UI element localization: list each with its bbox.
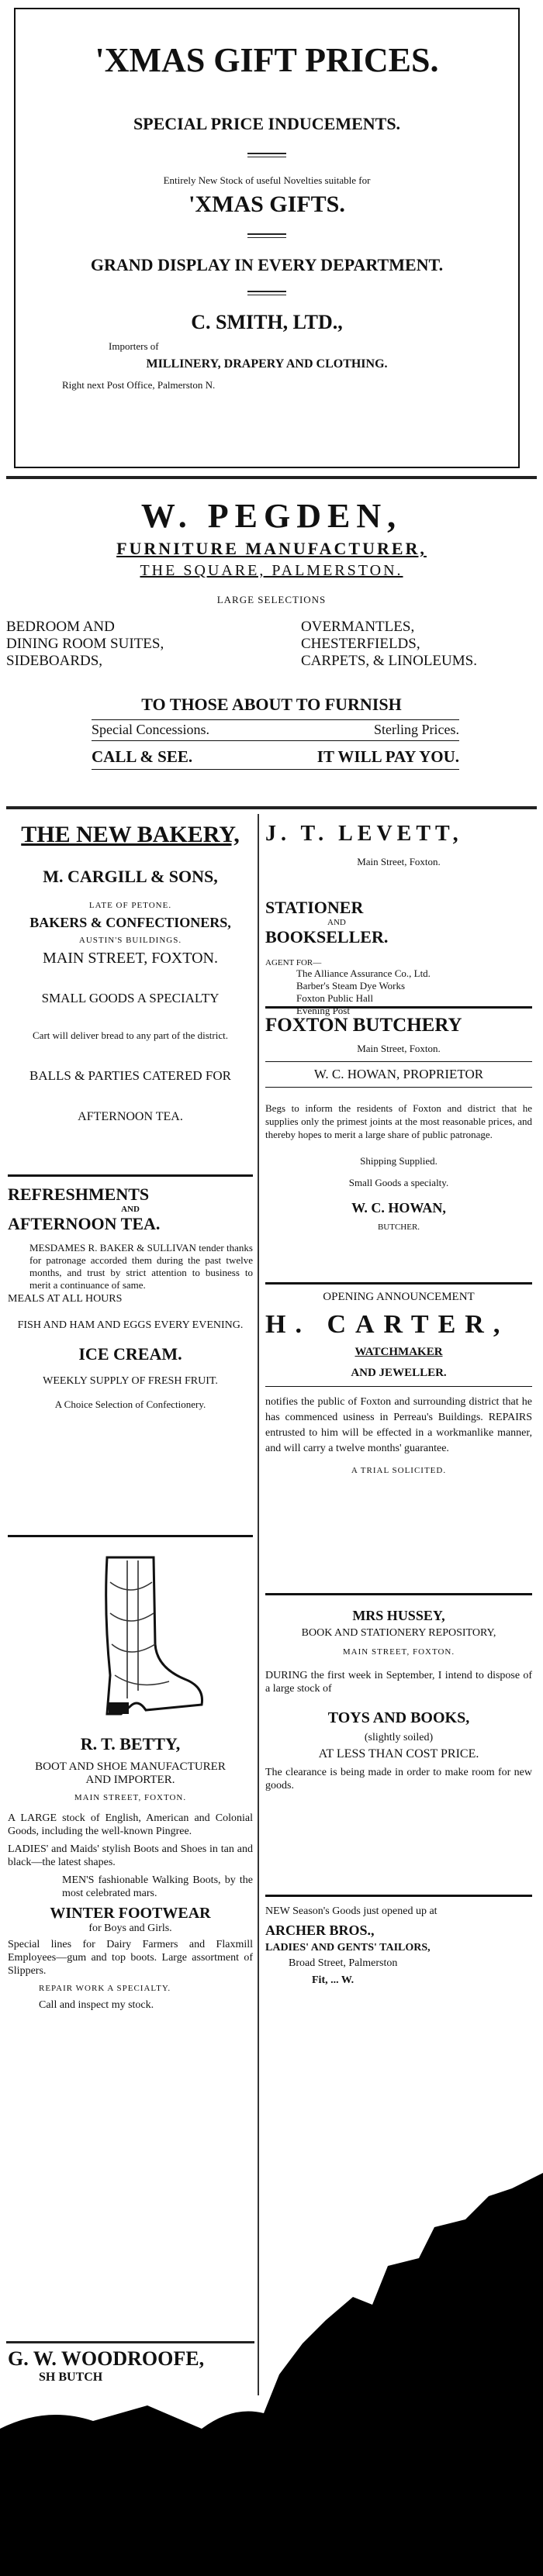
pegden-call: CALL & SEE. xyxy=(92,747,193,766)
refresh-weekly: WEEKLY SUPPLY OF FRESH FRUIT. xyxy=(43,1375,218,1387)
pegden-prices: Sterling Prices. xyxy=(374,722,459,737)
betty-ladies: LADIES' and Maids' stylish Boots and Shoes in tan and black—the latest shapes. xyxy=(8,1843,253,1868)
levett-street: Main Street, Foxton. xyxy=(357,856,441,867)
pegden-item: SIDEBOARDS, xyxy=(6,653,103,669)
betty-ad xyxy=(8,1537,253,2188)
xmas-gifts: 'XMAS GIFTS. xyxy=(188,191,345,217)
carter-body: notifies the public of Foxton and surrounding district that he has commenced usiness in Perreau's Buildings. REPAIRS entrusted to him will be effected in a workmanlike manner, and will carry a twelve months' guarantee. xyxy=(265,1396,532,1454)
pegden-item: BEDROOM AND xyxy=(6,619,115,635)
butchery-title: FOXTON BUTCHERY xyxy=(265,1015,462,1036)
divider xyxy=(247,291,286,295)
pegden-items xyxy=(6,619,537,688)
torn-shape xyxy=(0,2173,543,2576)
carter-trial: A TRIAL SOLICITED. xyxy=(351,1466,447,1475)
woodroofe-trade: SH BUTCH xyxy=(39,2371,103,2384)
boot-heel xyxy=(109,1702,129,1714)
betty-winter-sub: for Boys and Girls. xyxy=(88,1923,172,1934)
refresh-title3: AFTERNOON TEA. xyxy=(8,1214,161,1233)
hussey-ad xyxy=(265,1595,532,1895)
divider xyxy=(265,1386,532,1387)
refresh-title1: REFRESHMENTS xyxy=(8,1185,150,1204)
butchery-ad xyxy=(265,1009,532,1282)
betty-call: Call and inspect my stock. xyxy=(39,1999,154,2011)
bakery-trade: BAKERS & CONFECTIONERS, xyxy=(29,915,231,930)
butchery-proprietor: W. C. HOWAN, PROPRIETOR xyxy=(313,1067,484,1081)
bakery-cart: Cart will deliver bread to any part of the district. xyxy=(33,1029,228,1041)
xmas-goods: MILLINERY, DRAPERY AND CLOTHING. xyxy=(146,357,388,371)
section-rule xyxy=(6,806,537,809)
butchery-shipping: Shipping Supplied. xyxy=(360,1155,438,1167)
levett-agency: Evening Post xyxy=(296,1005,350,1016)
archer-name: ARCHER BROS., xyxy=(265,1923,375,1938)
betty-street: MAIN STREET, FOXTON. xyxy=(74,1793,187,1802)
archer-intro: NEW Season's Goods just opened up at xyxy=(265,1905,438,1917)
carter-name: H. CARTER, xyxy=(265,1310,510,1339)
betty-special: Special lines for Dairy Farmers and Flaxmill Employees—gum and top boots. Large assortment of Slippers. xyxy=(8,1939,253,1977)
pegden-name: W. PEGDEN, xyxy=(140,497,403,535)
xmas-company: C. SMITH, LTD., xyxy=(191,311,343,333)
pegden-item: CARPETS, & LINOLEUMS. xyxy=(301,653,477,669)
pegden-item: CHESTERFIELDS, xyxy=(301,636,420,652)
xmas-ad xyxy=(14,8,520,468)
pegden-concessions: Special Concessions. xyxy=(92,722,209,737)
pegden-furnish: TO THOSE ABOUT TO FURNISH xyxy=(141,695,402,714)
refresh-ad xyxy=(8,1177,253,1535)
refresh-meals: MEALS AT ALL HOURS xyxy=(8,1293,123,1305)
pegden-pay: IT WILL PAY YOU. xyxy=(316,747,459,766)
betty-winter: WINTER FOOTWEAR xyxy=(50,1905,211,1922)
xmas-intro: Entirely New Stock of useful Novelties suitable for xyxy=(163,174,371,186)
pegden-address: THE SQUARE, PALMERSTON. xyxy=(140,562,403,579)
right-column xyxy=(265,822,532,2060)
levett-ad xyxy=(265,822,532,1016)
betty-repair: REPAIR WORK A SPECIALTY. xyxy=(39,1984,171,1993)
xmas-subtitle: SPECIAL PRICE INDUCEMENTS. xyxy=(133,114,401,133)
butchery-street: Main Street, Foxton. xyxy=(357,1043,441,1054)
xmas-title: 'XMAS GIFT PRICES. xyxy=(95,41,439,79)
xmas-display: GRAND DISPLAY IN EVERY DEPARTMENT. xyxy=(90,255,444,274)
torn-edge xyxy=(0,2173,543,2576)
refresh-fish: FISH AND HAM AND EGGS EVERY EVENING. xyxy=(17,1319,244,1331)
pegden-call-row xyxy=(92,746,459,770)
hussey-cost: AT LESS THAN COST PRICE. xyxy=(318,1747,479,1760)
carter-opening: OPENING ANNOUNCEMENT xyxy=(323,1291,475,1303)
hussey-trade: BOOK AND STATIONERY REPOSITORY, xyxy=(301,1627,496,1639)
betty-trade: BOOT AND SHOE MANUFACTURER AND IMPORTER. xyxy=(35,1760,226,1786)
refresh-ice: ICE CREAM. xyxy=(78,1344,182,1364)
hussey-street: MAIN STREET, FOXTON. xyxy=(342,1647,455,1657)
pegden-selections: LARGE SELECTIONS xyxy=(216,594,327,605)
woodroofe-name: G. W. WOODROOFE, xyxy=(8,2347,205,2370)
levett-agent: AGENT FOR— xyxy=(265,958,322,967)
pegden-right-items xyxy=(301,619,477,670)
butchery-body: Begs to inform the residents of Foxton and district that he supplies only the primest joints at the most reasonable prices, and thereby hopes to merit a large share of public patronage. xyxy=(265,1102,532,1140)
butchery-role: BUTCHER. xyxy=(377,1222,420,1232)
xmas-location: Right next Post Office, Palmerston N. xyxy=(62,379,216,391)
divider xyxy=(247,233,286,238)
refresh-body: MESDAMES R. BAKER & SULLIVAN tender thanks for patronage accorded them during the past twelve months, and trust by strict attention to business to merit a continuance of same. xyxy=(29,1242,253,1291)
hussey-body: DURING the first week in September, I intend to dispose of a large stock of xyxy=(265,1670,532,1695)
bakery-tea: AFTERNOON TEA. xyxy=(78,1110,183,1123)
hussey-toys: TOYS AND BOOKS, xyxy=(327,1709,470,1726)
bakery-ad xyxy=(8,822,253,1174)
pegden-item: OVERMANTLES, xyxy=(301,619,415,635)
bakery-balls: BALLS & PARTIES CATERED FOR xyxy=(29,1068,231,1083)
betty-name: R. T. BETTY, xyxy=(80,1734,181,1754)
levett-and: AND xyxy=(327,918,346,927)
archer-ad xyxy=(265,1897,532,2060)
left-column xyxy=(8,822,253,2188)
section-rule xyxy=(6,476,537,479)
divider xyxy=(265,1087,532,1088)
bakery-late: LATE OF PETONE. xyxy=(88,901,172,910)
hussey-clearance: The clearance is being made in order to make room for new goods. xyxy=(265,1767,532,1791)
pegden-item: DINING ROOM SUITES, xyxy=(6,636,164,652)
pegden-ad xyxy=(6,488,537,798)
bakery-buildings: AUSTIN'S BUILDINGS. xyxy=(78,936,182,945)
betty-stock: A LARGE stock of English, American and Colonial Goods, including the well-known Pingree. xyxy=(8,1812,253,1837)
levett-agency: Barber's Steam Dye Works xyxy=(296,980,406,991)
carter-ad xyxy=(265,1285,532,1593)
bakery-name: M. CARGILL & SONS, xyxy=(43,867,218,886)
xmas-importers: Importers of xyxy=(109,340,159,352)
bakery-small-goods: SMALL GOODS A SPECIALTY xyxy=(41,991,220,1005)
levett-stationer: STATIONER xyxy=(265,898,364,917)
carter-trade: WATCHMAKER xyxy=(355,1346,443,1358)
levett-bookseller: BOOKSELLER. xyxy=(265,927,389,947)
levett-agency: Foxton Public Hall xyxy=(296,992,373,1004)
boot-outline xyxy=(106,1557,202,1714)
divider xyxy=(247,153,286,157)
bakery-street: MAIN STREET, FOXTON. xyxy=(43,950,218,967)
refresh-choice: A Choice Selection of Confectionery. xyxy=(54,1398,206,1410)
pegden-trade: FURNITURE MANUFACTURER, xyxy=(116,539,427,558)
archer-fit: Fit, ... W. xyxy=(312,1974,355,1986)
butchery-small-goods: Small Goods a specialty. xyxy=(348,1177,449,1188)
column-rule xyxy=(258,814,259,2395)
bakery-title: THE NEW BAKERY, xyxy=(21,822,240,847)
betty-mens: MEN'S fashionable Walking Boots, by the most celebrated mars. xyxy=(62,1874,253,1899)
boot-illustration xyxy=(53,1551,208,1722)
pegden-left-items xyxy=(6,619,164,670)
archer-trade: LADIES' AND GENTS' TAILORS, xyxy=(265,1942,431,1954)
refresh-title2: AND xyxy=(121,1205,140,1214)
divider xyxy=(265,1061,532,1062)
pegden-terms xyxy=(92,719,459,741)
carter-trade2: AND JEWELLER. xyxy=(351,1367,447,1379)
hussey-soiled: (slightly soiled) xyxy=(364,1732,434,1743)
levett-agency: The Alliance Assurance Co., Ltd. xyxy=(296,967,431,979)
hussey-name: MRS HUSSEY, xyxy=(352,1608,445,1623)
butchery-sign: W. C. HOWAN, xyxy=(351,1200,446,1216)
levett-name: J. T. LEVETT, xyxy=(265,822,463,846)
archer-street: Broad Street, Palmerston xyxy=(289,1957,398,1969)
